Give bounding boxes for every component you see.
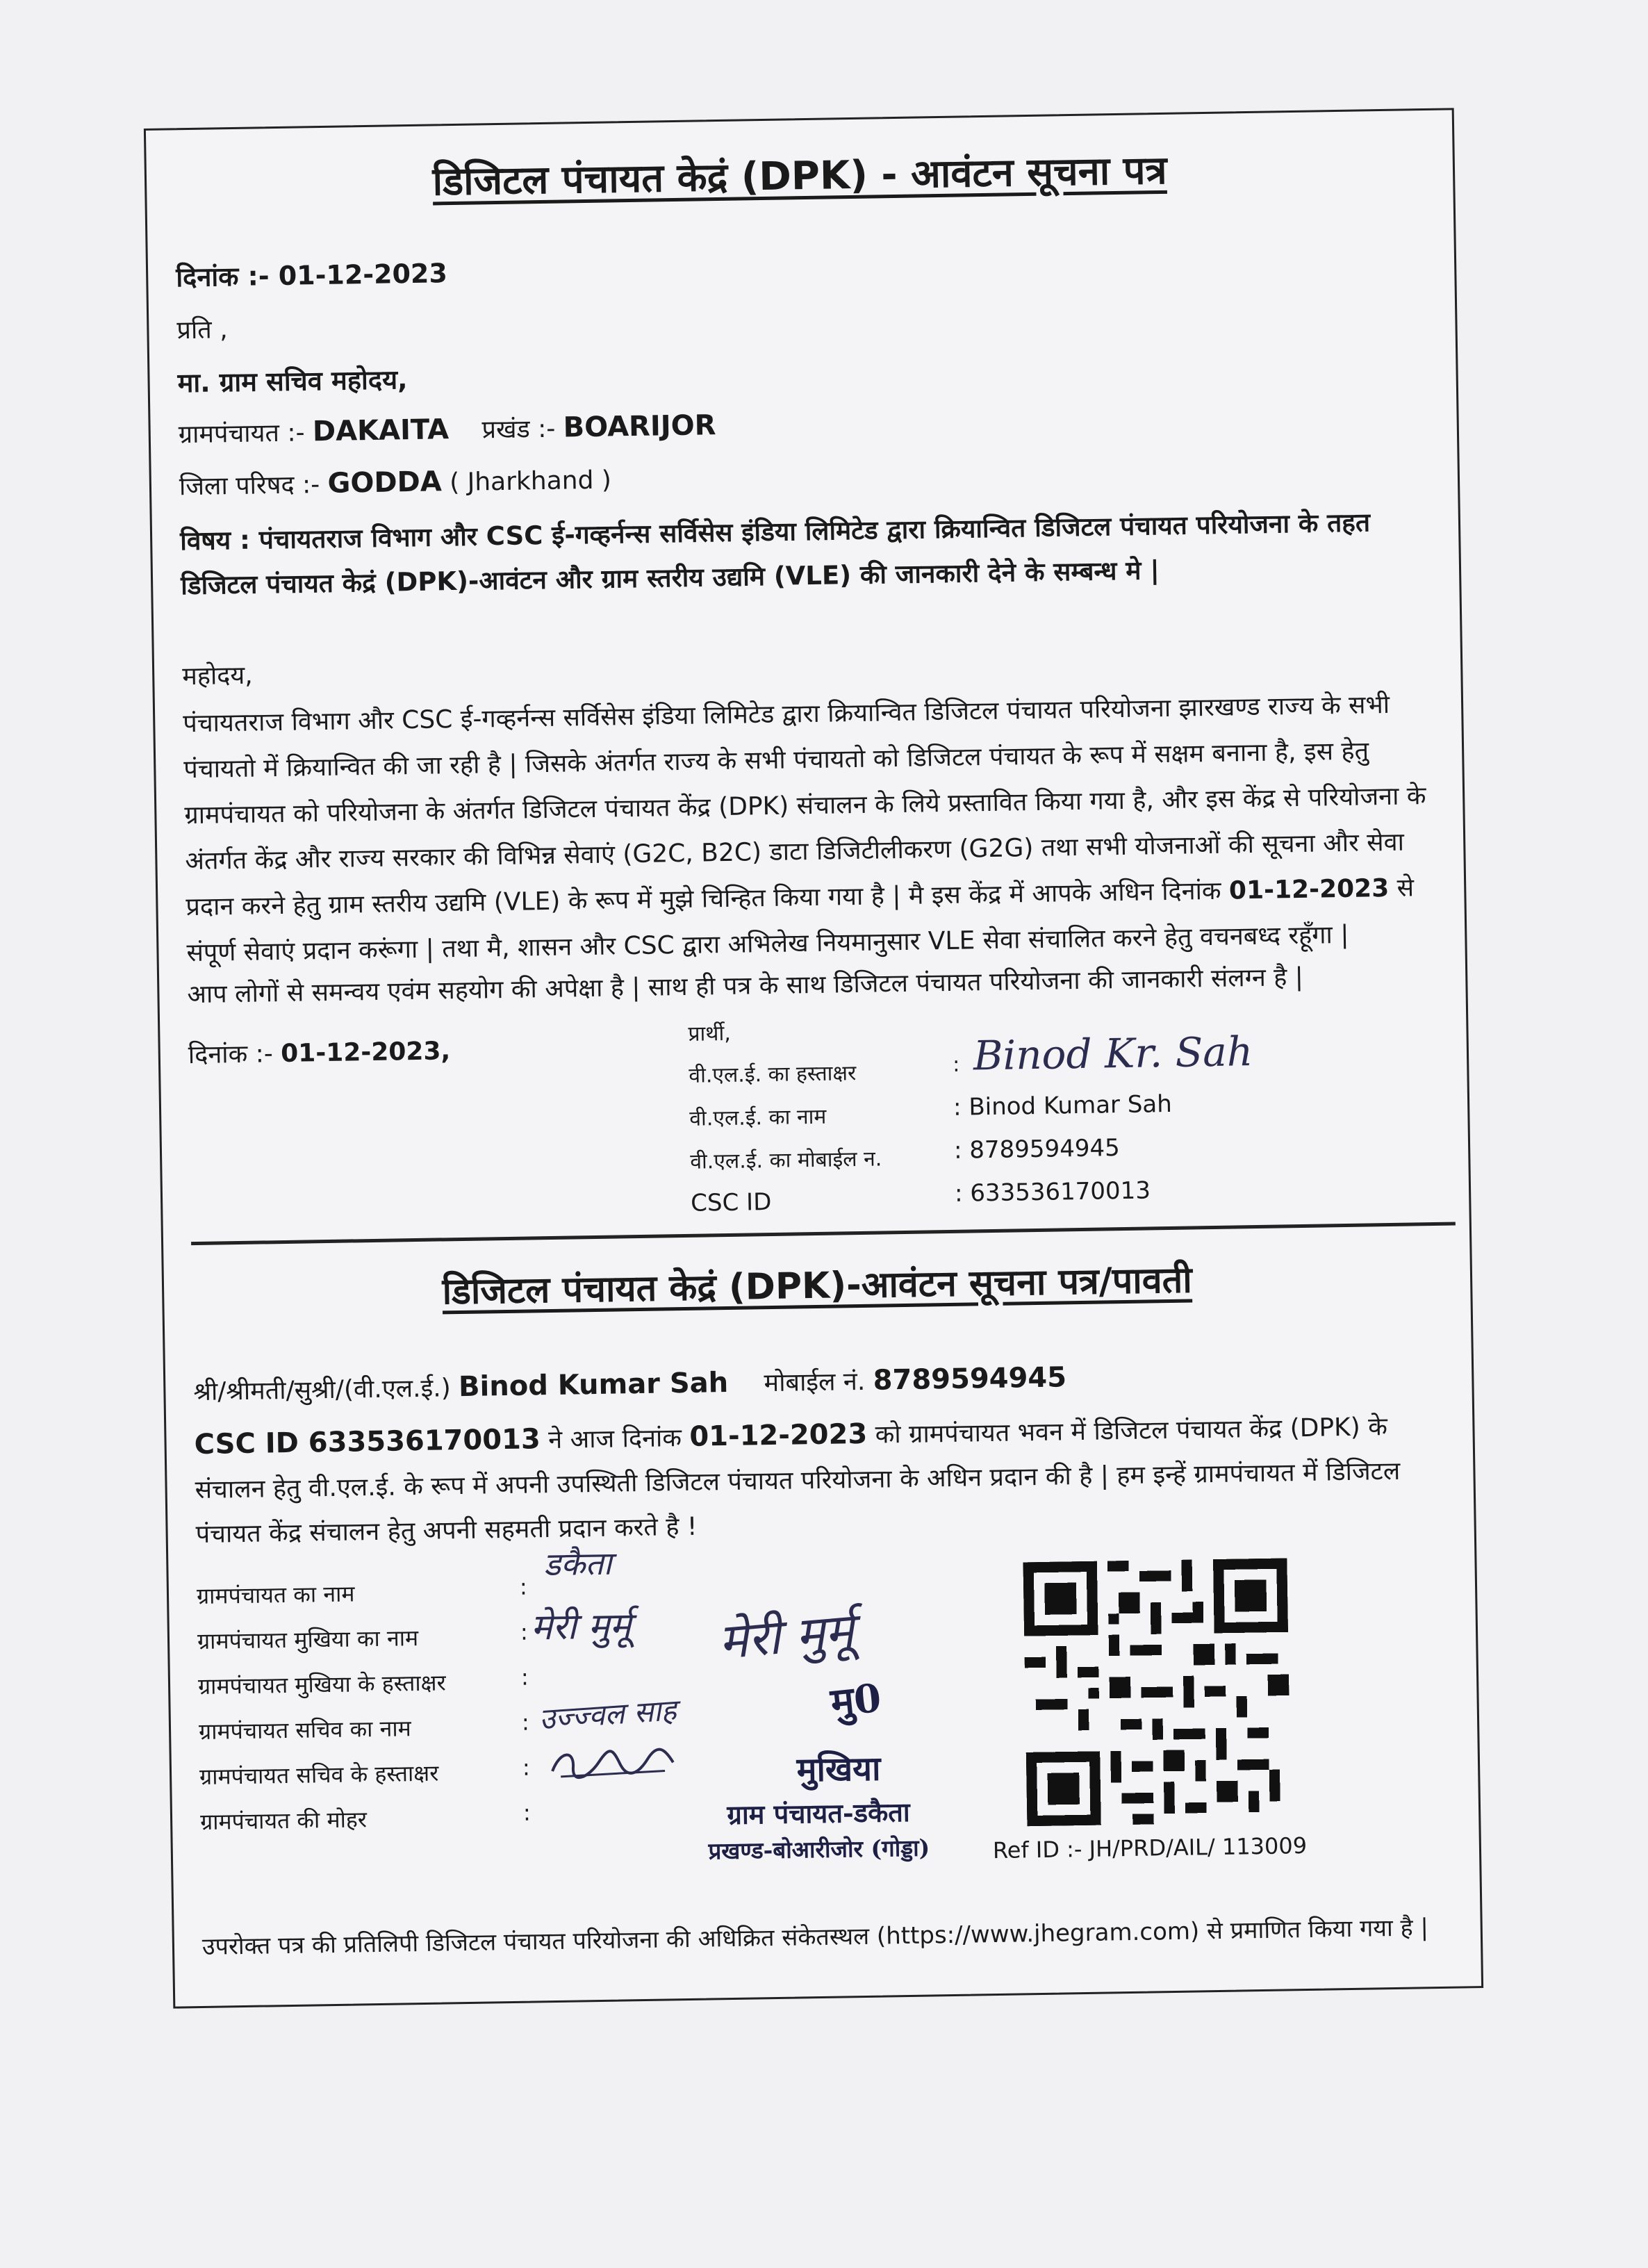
field-label-mukhiya-sign: ग्रामपंचायत मुखिया के हस्ताक्षर <box>197 1669 446 1700</box>
field-colon: : <box>522 1799 532 1826</box>
footer-note: उपरोक्त पत्र की प्रतिलिपी डिजिटल पंचायत परियोजना की अधिक्रित संकेतस्थल (https://www.jhegram.com) से प्रमाणित किया गया है | <box>201 1914 1429 1961</box>
field-colon: : <box>522 1754 531 1781</box>
qr-code-icon <box>1023 1558 1291 1826</box>
gp-block-line: ग्रामपंचायत :- DAKAITA प्रखंड :- BOARIJOR <box>178 409 716 450</box>
vle-sign-label: वी.एल.ई. का हस्ताक्षर <box>689 1061 857 1088</box>
field-colon: : <box>520 1663 529 1691</box>
field-colon: : <box>520 1618 528 1645</box>
receipt-title: डिजिटल पंचायत केद्रं (DPK)-आवंटन सूचना पत्र/पावती <box>442 1259 1193 1313</box>
to-line: प्रति , <box>176 315 228 345</box>
vle-mobile-value: : 8789594945 <box>953 1134 1120 1165</box>
vle-signature: Binod Kr. Sah <box>973 1028 1253 1080</box>
stamp-designation: मुखिया <box>796 1749 881 1790</box>
stamp-gram-panchayat: ग्राम पंचायत-डकैता <box>727 1796 911 1831</box>
field-colon: : <box>519 1573 527 1600</box>
field-label-sachiv-name: ग्रामपंचायत सचिव का नाम <box>198 1715 412 1745</box>
reference-id: Ref ID :- JH/PRD/AIL/ 113009 <box>992 1832 1308 1864</box>
section-divider <box>191 1222 1456 1246</box>
letter-title: डिजिटल पंचायत केद्रं (DPK) - आवंटन सूचना पत्र <box>432 147 1167 205</box>
vle-sign-colon: : <box>952 1052 960 1077</box>
csc-id-value: : 633536170013 <box>954 1176 1151 1208</box>
vle-mobile-label: वी.एल.ई. का मोबाईल न. <box>690 1147 882 1174</box>
district-line: जिला परिषद :- GODDA ( Jharkhand ) <box>179 466 612 502</box>
letter-date-2: दिनांक :- 01-12-2023, <box>188 1037 451 1070</box>
vle-name-label: वी.एल.ई. का नाम <box>689 1104 827 1131</box>
handwritten-gp-name: डकैता <box>543 1544 612 1584</box>
field-colon: : <box>521 1709 530 1736</box>
letter-date: दिनांक :- 01-12-2023 <box>175 258 448 293</box>
field-label-seal: ग्रामपंचायत की मोहर <box>199 1806 368 1836</box>
stamp-block: प्रखण्ड-बोआरीजोर (गोड्डा) <box>708 1834 930 1865</box>
receipt-body: CSC ID 633536170013 ने आज दिनांक 01-12-2023 को ग्रामपंचायत भवन में डिजिटल पंचायत केंद्र (DPK) के संचालन हेतु वी.एल.ई. के रूप में अपनी उपस्थिती डिजिटल पंचायत परियोजना के अधिन प्रदान की है | हम इन्हें ग्रामपंचायत में डिजिटल पंचायत केंद्र संचालन हेतु अपनी सहमती प्रदान करते है ! <box>194 1413 1401 1550</box>
handwritten-mukhiya-signature: मेरी मुर्मू <box>716 1602 857 1670</box>
stamp-mukhiya-short: मु0 <box>828 1675 884 1726</box>
receipt-vle-line: श्री/श्रीमती/सुश्री/(वी.एल.ई.) Binod Kumar Sah मोबाईल नं. 8789594945 <box>193 1361 1067 1407</box>
applicant-label: प्रार्थी, <box>688 1021 732 1046</box>
salutation: महोदय, <box>181 661 253 691</box>
csc-id-label: CSC ID <box>690 1188 772 1217</box>
document-sheet <box>144 108 1483 2008</box>
vle-name-value: : Binod Kumar Sah <box>953 1090 1173 1121</box>
handwritten-sachiv-name: उज्ज्वल साह <box>538 1693 678 1736</box>
field-label-mukhiya-name: ग्रामपंचायत मुखिया का नाम <box>197 1625 419 1655</box>
letter-body: पंचायतराज विभाग और CSC ई-गव्हर्नन्स सर्विसेस इंडिया लिमिटेड द्वारा क्रियान्वित डिजिटल पंचायत परियोजना झारखण्ड राज्य के सभी पंचायतो में क्रियान्वित की जा रही है | जिसके अंतर्गत राज्य के सभी पंचायतो को डिजिटल पंचायत के रूप में सक्षम बनाना है, इस हेतु ग्रामपंचायत को परियोजना के अंतर्गत डिजिटल पंचायत केंद्र (DPK) संचालन के लिये प्रस्तावित किया गया है, और इस केंद्र से परियोजना के अंतर्गत केंद्र और राज्य सरकार की विभिन्न सेवाएं (G2C, B2C) डाटा डिजिटीलीकरण (G2G) तथा सभी योजनाओं की सूचना और सेवा प्रदान करने हेतु ग्राम स्तरीय उद्यमि (VLE) के रूप में मुझे चिन्हित किया गया है | मै इस केंद्र में आपके अधिन दिनांक 01-12-2023 से संपूर्ण सेवाएं प्रदान करूंगा | तथा मै, शासन और CSC द्वारा अभिलेख नियमानुसार VLE सेवा संचालित करने हेतु वचनबध्द रहूँगा | <box>183 690 1426 968</box>
handwritten-mukhiya-name: मेरी मुर्मू <box>530 1605 632 1649</box>
field-label-sachiv-sign: ग्रामपंचायत सचिव के हस्ताक्षर <box>199 1759 439 1791</box>
addressee: मा. ग्राम सचिव महोदय, <box>177 364 408 399</box>
sachiv-signature-scribble <box>546 1741 679 1785</box>
subject: विषय : पंचायतराज विभाग और CSC ई-गव्हर्नन्स सर्विसेस इंडिया लिमिटेड द्वारा क्रियान्वित डिजिटल पंचायत परियोजना के तहत डिजिटल पंचायत केद्रं (DPK)-आवंटन और ग्राम स्तरीय उद्यमि (VLE) की जानकारी देने के सम्बन्ध मे | <box>179 507 1371 601</box>
field-label-gp-name: ग्रामपंचायत का नाम <box>196 1580 355 1610</box>
closing-line: आप लोगों से समन्वय एवंम सहयोग की अपेक्षा है | साथ ही पत्र के साथ डिजिटल पंचायत परियोजना की जानकारी संलग्न है | <box>187 962 1304 1010</box>
